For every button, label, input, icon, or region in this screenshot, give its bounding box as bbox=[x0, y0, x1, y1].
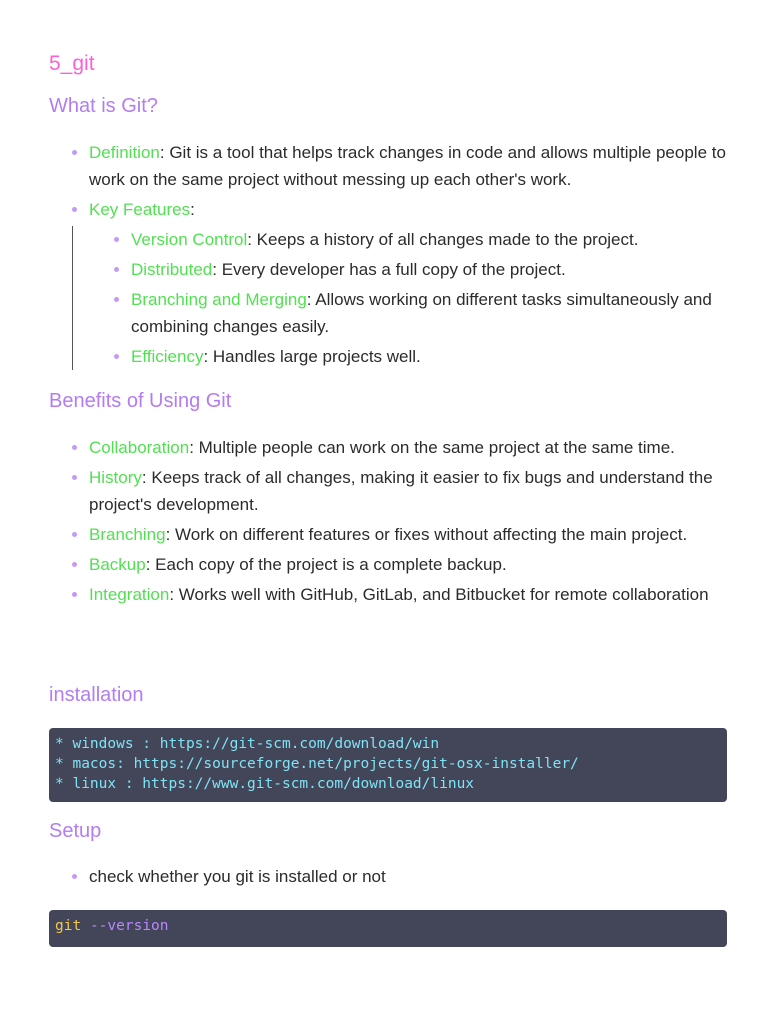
bullet-icon bbox=[72, 532, 77, 537]
bullet-icon bbox=[114, 237, 119, 242]
list-item-history bbox=[49, 464, 727, 518]
bullet-icon bbox=[72, 475, 77, 480]
term-history: History bbox=[89, 468, 142, 487]
bullet-icon bbox=[72, 562, 77, 567]
version-control-text: : Keeps a history of all changes made to the project. bbox=[247, 230, 639, 249]
definition-text: : Git is a tool that helps track changes in code and allows multiple people to work on the same project without messing up each other's work. bbox=[89, 143, 726, 189]
flag-text: --version bbox=[89, 918, 169, 934]
term-integration: Integration bbox=[89, 585, 170, 604]
sub-item-version-control bbox=[90, 226, 727, 253]
heading-setup: Setup bbox=[49, 820, 102, 842]
code-line: * windows : https://git-scm.com/download/win bbox=[55, 736, 440, 752]
distributed-text: : Every developer has a full copy of the project. bbox=[212, 260, 566, 279]
term-branching: Branching bbox=[89, 525, 166, 544]
code-line: * macos: https://sourceforge.net/projects/git-osx-installer/ bbox=[55, 756, 579, 772]
term-collaboration: Collaboration bbox=[89, 438, 190, 457]
bullet-icon bbox=[114, 297, 119, 302]
command-text: git bbox=[55, 918, 82, 934]
heading-installation: installation bbox=[49, 684, 144, 706]
bullet-icon bbox=[72, 592, 77, 597]
heading-what-is-git: What is Git? bbox=[49, 95, 158, 117]
efficiency-text: : Handles large projects well. bbox=[203, 347, 421, 366]
term-efficiency: Efficiency bbox=[131, 347, 204, 366]
code-line bbox=[55, 916, 721, 936]
setup-code-block bbox=[49, 910, 727, 947]
list-item-integration bbox=[49, 581, 727, 608]
term-version-control: Version Control bbox=[131, 230, 248, 249]
integration-text: : Works well with GitHub, GitLab, and Bitbucket for remote collaboration bbox=[169, 585, 709, 604]
term-branching-merging: Branching and Merging bbox=[131, 290, 307, 309]
sub-item-distributed bbox=[90, 256, 727, 283]
branching-merging-text: : Allows working on different tasks simultaneously and combining changes easily. bbox=[131, 290, 712, 336]
bullet-icon bbox=[72, 150, 77, 155]
key-features-text: : bbox=[190, 200, 195, 219]
backup-text: : Each copy of the project is a complete backup. bbox=[145, 555, 507, 574]
term-key-features: Key Features bbox=[89, 200, 191, 219]
list-item-collaboration bbox=[49, 434, 727, 461]
installation-code-block bbox=[49, 728, 727, 802]
term-backup: Backup bbox=[89, 555, 146, 574]
bullet-icon bbox=[72, 445, 77, 450]
term-distributed: Distributed bbox=[131, 260, 213, 279]
term-definition: Definition bbox=[89, 143, 160, 162]
list-item-check-installed bbox=[49, 863, 727, 890]
setup-list bbox=[49, 863, 727, 893]
bullet-icon bbox=[114, 267, 119, 272]
list-item-branching bbox=[49, 521, 727, 548]
list-item-key-features bbox=[49, 196, 727, 370]
sub-item-branching-merging bbox=[90, 286, 727, 340]
history-text: : Keeps track of all changes, making it easier to fix bugs and understand the project's development. bbox=[89, 468, 713, 514]
code-line: * linux : https://www.git-scm.com/download/linux bbox=[55, 776, 475, 792]
key-features-sublist bbox=[72, 226, 727, 370]
list-item-definition bbox=[49, 139, 727, 193]
page-title: 5_git bbox=[49, 52, 95, 75]
bullet-icon bbox=[72, 874, 77, 879]
sub-item-efficiency bbox=[90, 343, 727, 370]
heading-benefits: Benefits of Using Git bbox=[49, 390, 232, 412]
branching-text: : Work on different features or fixes without affecting the main project. bbox=[165, 525, 688, 544]
collaboration-text: : Multiple people can work on the same project at the same time. bbox=[189, 438, 675, 457]
list-item-backup bbox=[49, 551, 727, 578]
check-installed-text: check whether you git is installed or not bbox=[89, 867, 386, 886]
what-is-git-list bbox=[49, 139, 727, 373]
benefits-list bbox=[49, 434, 727, 611]
bullet-icon bbox=[72, 207, 77, 212]
bullet-icon bbox=[114, 354, 119, 359]
